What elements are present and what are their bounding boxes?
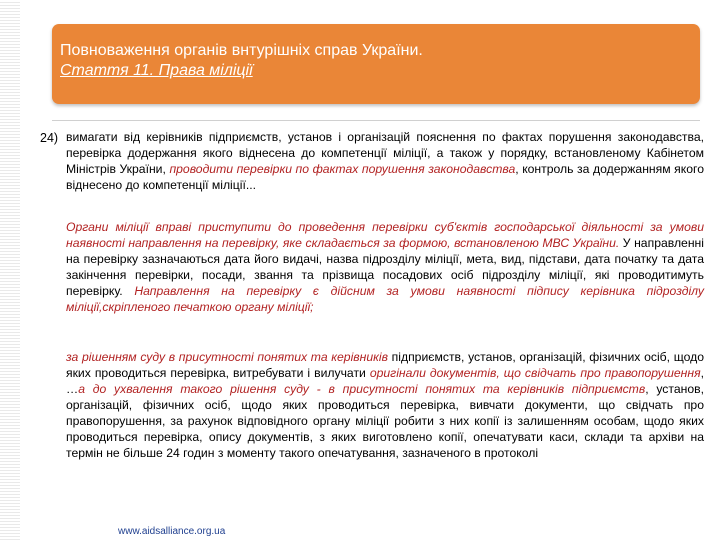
body-text: , установ, організацій, фізичних осіб, щодо яких проводиться перевірка, вивчати документи, що свідчать про правопорушення, за рахунок відповідного органу міліції робити з них копії із залишенням особам, щодо яких проводиться перевірка, опису документів, з яких виготовлено копії, опечатувати каси, склади та архіви на термін не більше 24 годин з моменту такого опечатування, зазначеного в протоколі: [66, 382, 704, 460]
body-text: У направленні на перевірку зазначаються дата його видачі, назва підрозділу міліції, мета, вид, підстави, дата початку та дата закінчення перевірки, посади, звання та прізвища посадових осіб підрозділу міліції, які проводитимуть перевірку.: [66, 236, 704, 298]
body-text: , …: [66, 366, 704, 396]
emphasized-text: Органи міліції вправі приступити до проведення перевірки суб'єктів господарської діяльності за умови наявності направлення на перевірку, яке складається за формою, встановленою МВС України.: [66, 220, 704, 250]
emphasized-text: а до ухвалення такого рішення суду - в присутності понятих та керівників підприємств: [78, 382, 646, 396]
footer-url-link[interactable]: www.aidsalliance.org.ua: [118, 526, 226, 537]
emphasized-text: за рішенням суду в присутності понятих та керівників: [66, 350, 388, 364]
paragraph-3: [66, 349, 704, 461]
body-text: вимагати від керівників підприємств, установ і організацій пояснення по фактах порушення законодавства, перевірка додержання якого віднесена до компетенції міліції, а також у порядку, встановленому Кабінетом Міністрів України,: [66, 130, 704, 176]
emphasized-text: оригінали документів, що свідчать про правопорушення: [369, 366, 701, 380]
paragraph-1: [66, 129, 704, 193]
body-text: підприємств, установ, організацій, фізичних осіб, щодо яких проводиться перевірка, витребувати і вилучати: [66, 350, 704, 380]
slide-title: Повноваження органів внтурішніх справ України.: [60, 42, 423, 59]
paragraph-2: [66, 219, 704, 315]
emphasized-text: Направлення на перевірку є дійсним за умови наявності підпису керівника підрозділу міліції,скріпленого печаткою органу міліції;: [66, 284, 704, 314]
slide-subtitle: Стаття 11. Права міліції: [60, 62, 253, 79]
body-text: , контроль за додержанням якого віднесено до компетенції міліції...: [66, 162, 704, 192]
item-number: 24): [40, 131, 59, 145]
emphasized-text: проводити перевірки по фактах порушення законодавства: [169, 162, 516, 176]
